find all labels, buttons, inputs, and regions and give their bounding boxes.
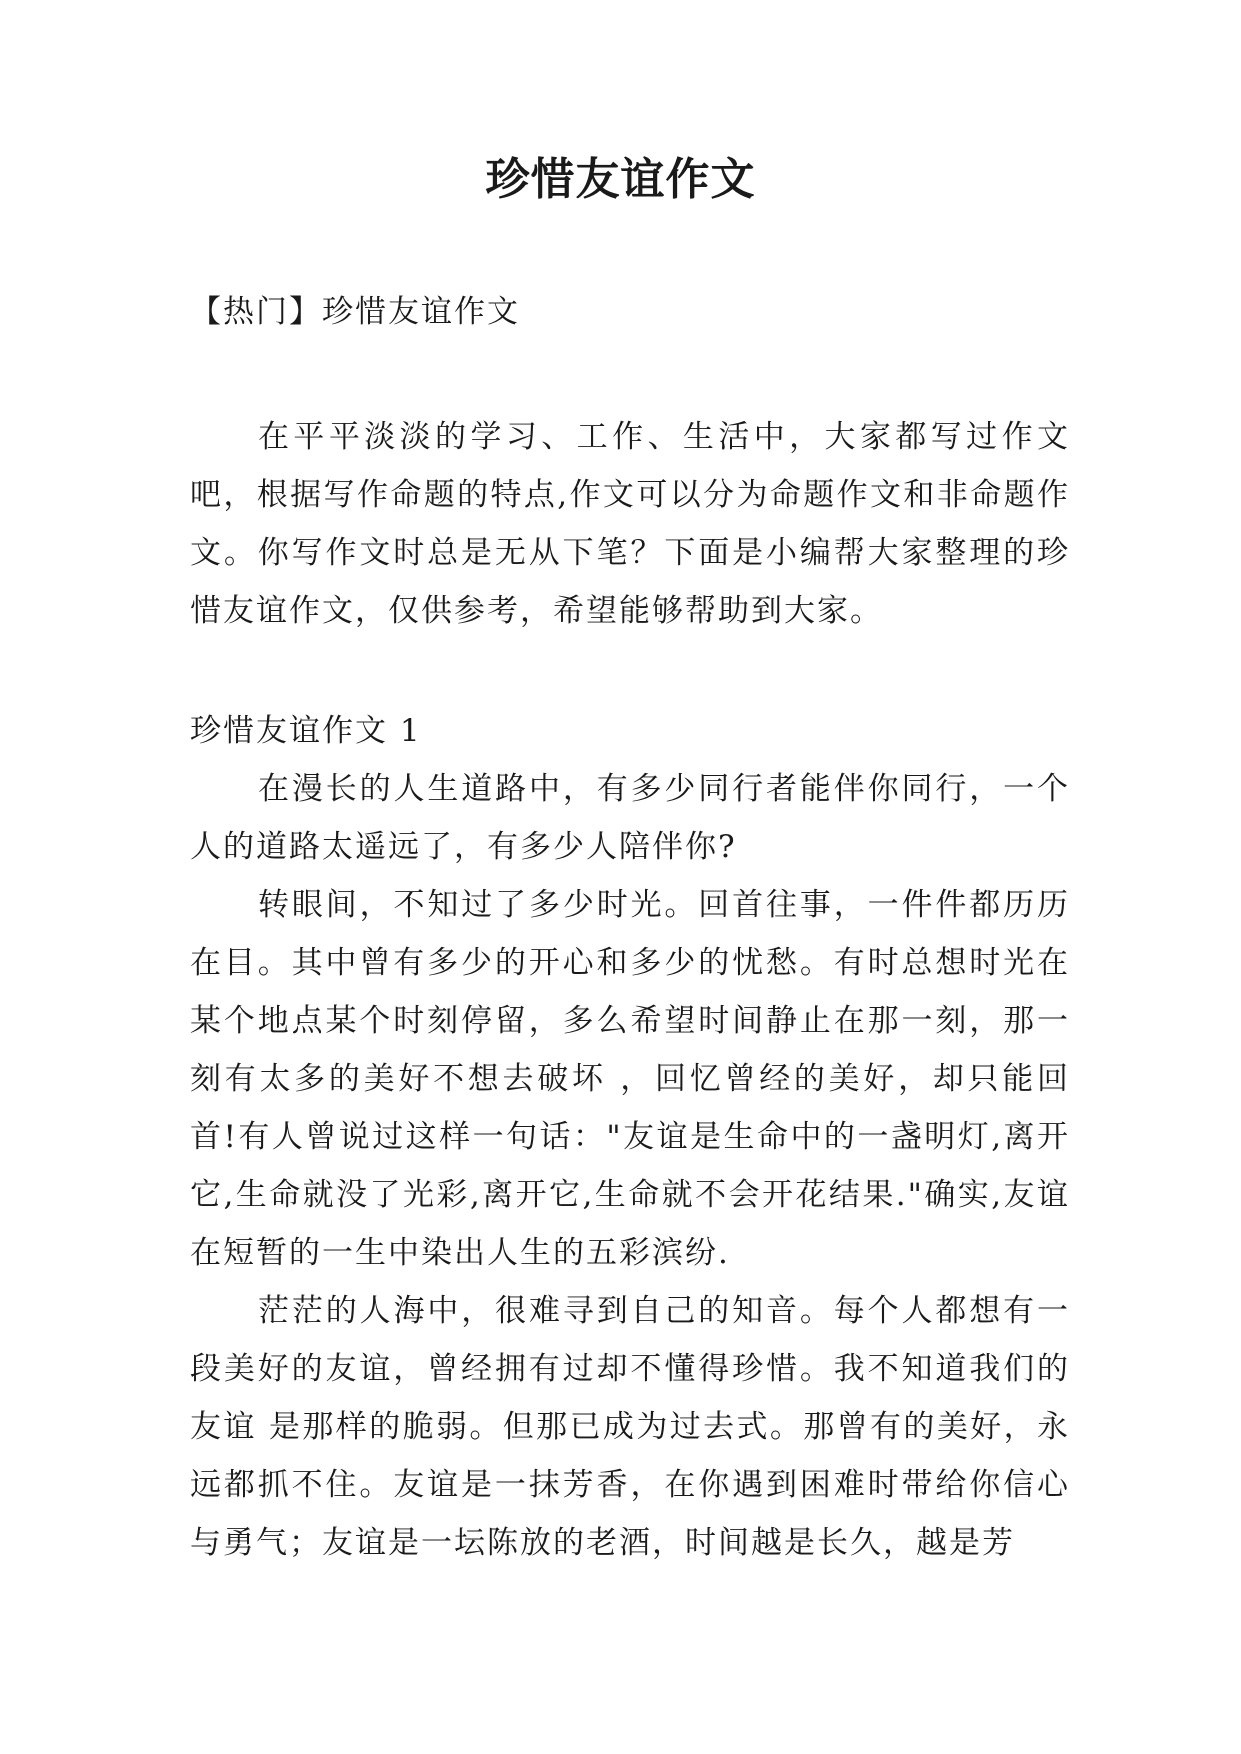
body-paragraph: 在漫长的人生道路中，有多少同行者能伴你同行，一个人的道路太遥远了，有多少人陪伴你? <box>190 771 1070 865</box>
document-subtitle: 【热门】珍惜友谊作文 <box>190 294 520 330</box>
intro-paragraph: 在平平淡淡的学习、工作、生活中，大家都写过作文吧，根据写作命题的特点,作文可以分为命题作文和非命题作文。你写作文时总是无从下笔？下面是小编帮大家整理的珍惜友谊作文，仅供参考，希望能够帮助到大家。 <box>190 419 1070 629</box>
body-paragraph: 转眼间，不知过了多少时光。回首往事，一件件都历历在目。其中曾有多少的开心和多少的忧愁。有时总想时光在某个地点某个时刻停留，多么希望时间静止在那一刻，那一刻有太多的美好不想去破坏 ，回忆曾经的美好，却只能回首!有人曾说过这样一句话："友谊是生命中的一盏明灯,离开它,生命就没了光彩,离开它,生命就不会开花结果."确实,友谊在短暂的一生中染出人生的五彩滨纷. <box>190 887 1070 1271</box>
body-paragraph: 茫茫的人海中，很难寻到自己的知音。每个人都想有一段美好的友谊，曾经拥有过却不懂得珍惜。我不知道我们的友谊 是那样的脆弱。但那已成为过去式。那曾有的美好，永远都抓不住。友谊是一抹芳香，在你遇到困难时带给你信心与勇气；友谊是一坛陈放的老酒，时间越是长久，越是芳 <box>190 1293 1070 1561</box>
section-heading: 珍惜友谊作文 1 <box>190 713 422 749</box>
document-title: 珍惜友谊作文 <box>485 154 756 205</box>
document-body <box>190 408 1070 1572</box>
